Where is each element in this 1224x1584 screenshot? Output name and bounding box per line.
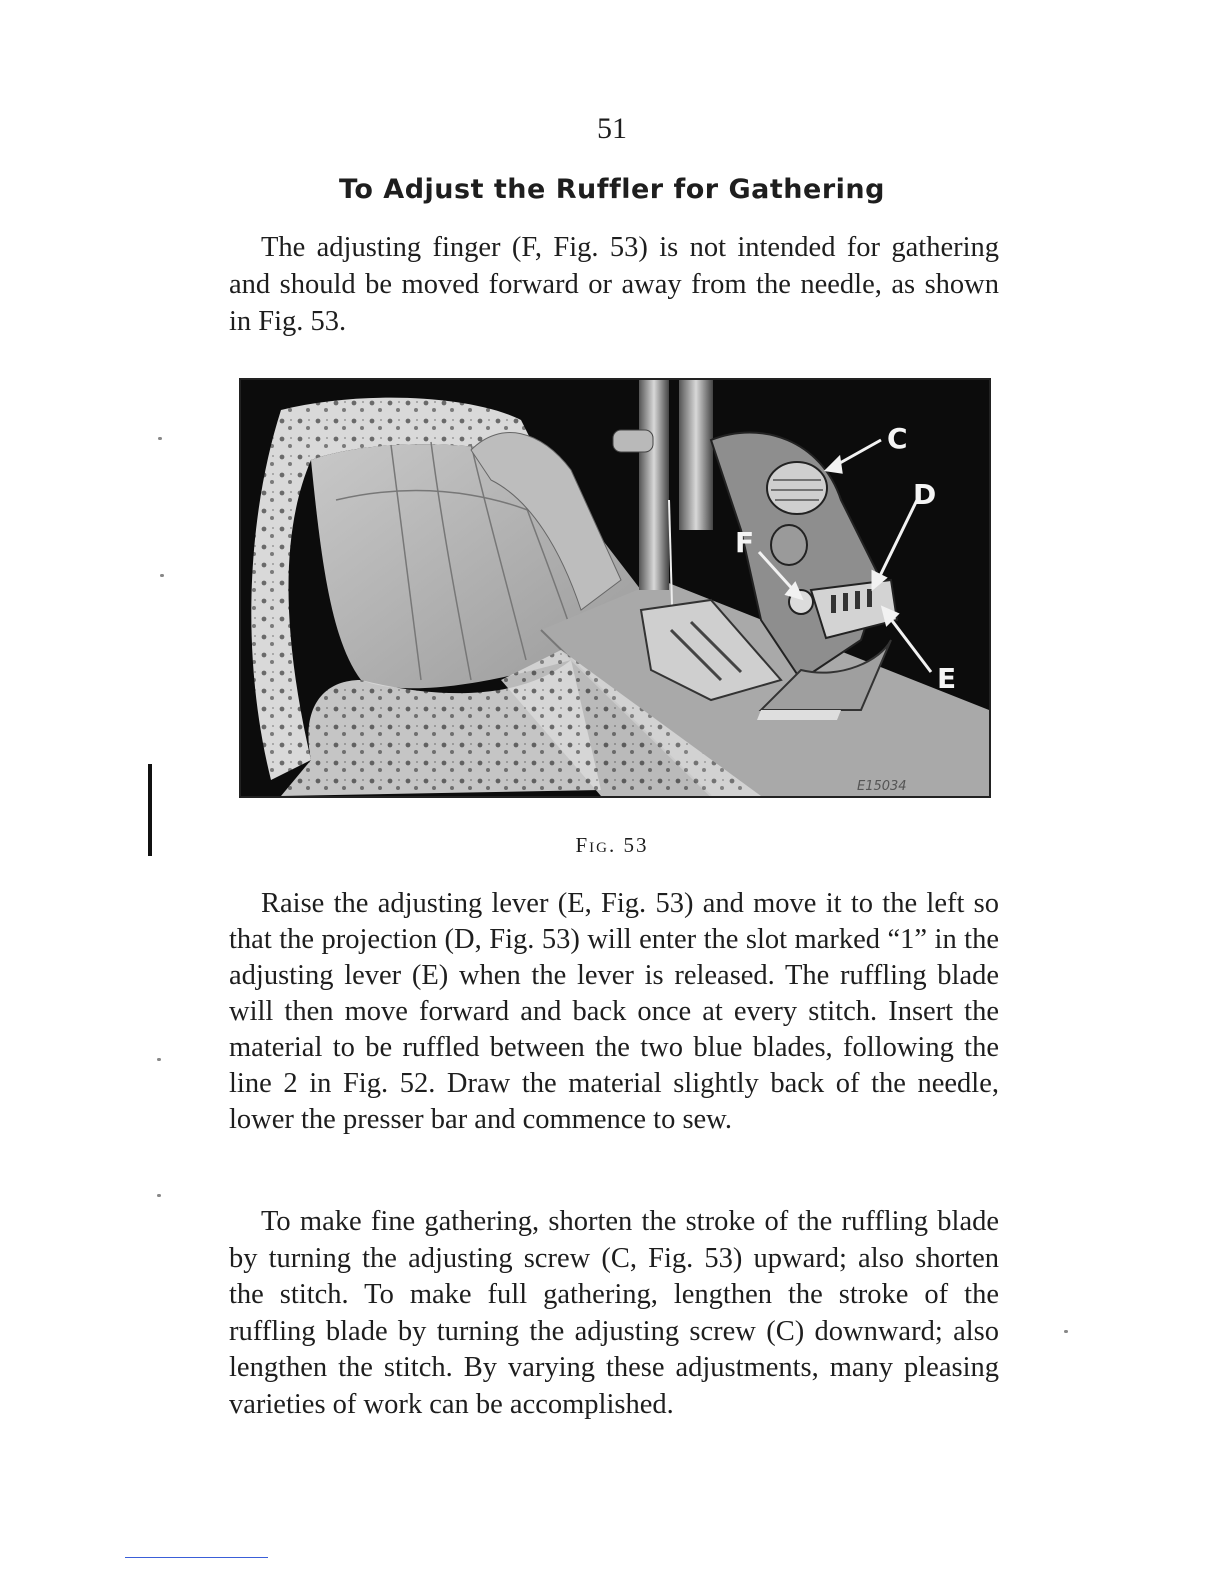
paragraph-lever: [229, 886, 999, 1138]
label-e: E: [937, 662, 957, 695]
ruffler-photo-figure: [239, 378, 991, 798]
scan-speck: [160, 574, 164, 577]
margin-mark: [148, 764, 152, 856]
paragraph-gathering: [229, 1204, 999, 1423]
adjusting-screw: [767, 462, 827, 514]
label-c: C: [887, 422, 908, 455]
scan-speck: [157, 1194, 161, 1197]
ruffler-illustration: [241, 380, 989, 796]
needle-bar: [639, 380, 669, 590]
page-number: 51: [597, 112, 627, 145]
paragraph-intro-text: The adjusting finger (F, Fig. 53) is not intended for gathering and should be moved forward or away from the needle, as shown in Fig. 53.: [229, 232, 999, 337]
section-heading: To Adjust the Ruffler for Gathering: [339, 174, 885, 205]
scan-speck: [1064, 1330, 1068, 1333]
label-f: F: [735, 526, 755, 559]
paragraph-gathering-text: To make fine gathering, shorten the stroke of the ruffling blade by turning the adjusting screw (C, Fig. 53) upward; also shorten the stitch. To make full gathering, lengthen the stroke of the ruffling blade by turning the adjusting screw (C) downward; also lengthen the stitch. By varying these adjustments, many pleasing varieties of work can be accomplished.: [229, 1206, 999, 1420]
figure-caption: Fig. 53: [575, 833, 649, 857]
scan-speck: [157, 1058, 161, 1061]
paragraph-lever-text: Raise the adjusting lever (E, Fig. 53) and move it to the left so that the projection (D, Fig. 53) will enter the slot marked “1” in the adjusting lever (E) when the lever is released. The ruffling blade will then move forward and back once at every stitch. Insert the material to be ruffled between the two blue blades, following the line 2 in Fig. 52. Draw the material slightly back of the needle, lower the presser bar and commence to sew.: [229, 888, 999, 1135]
label-d: D: [913, 478, 937, 511]
scan-edge-line: [125, 1557, 268, 1558]
paragraph-intro: [229, 229, 999, 340]
plate-code: E15034: [857, 779, 907, 794]
scan-speck: [158, 437, 162, 440]
